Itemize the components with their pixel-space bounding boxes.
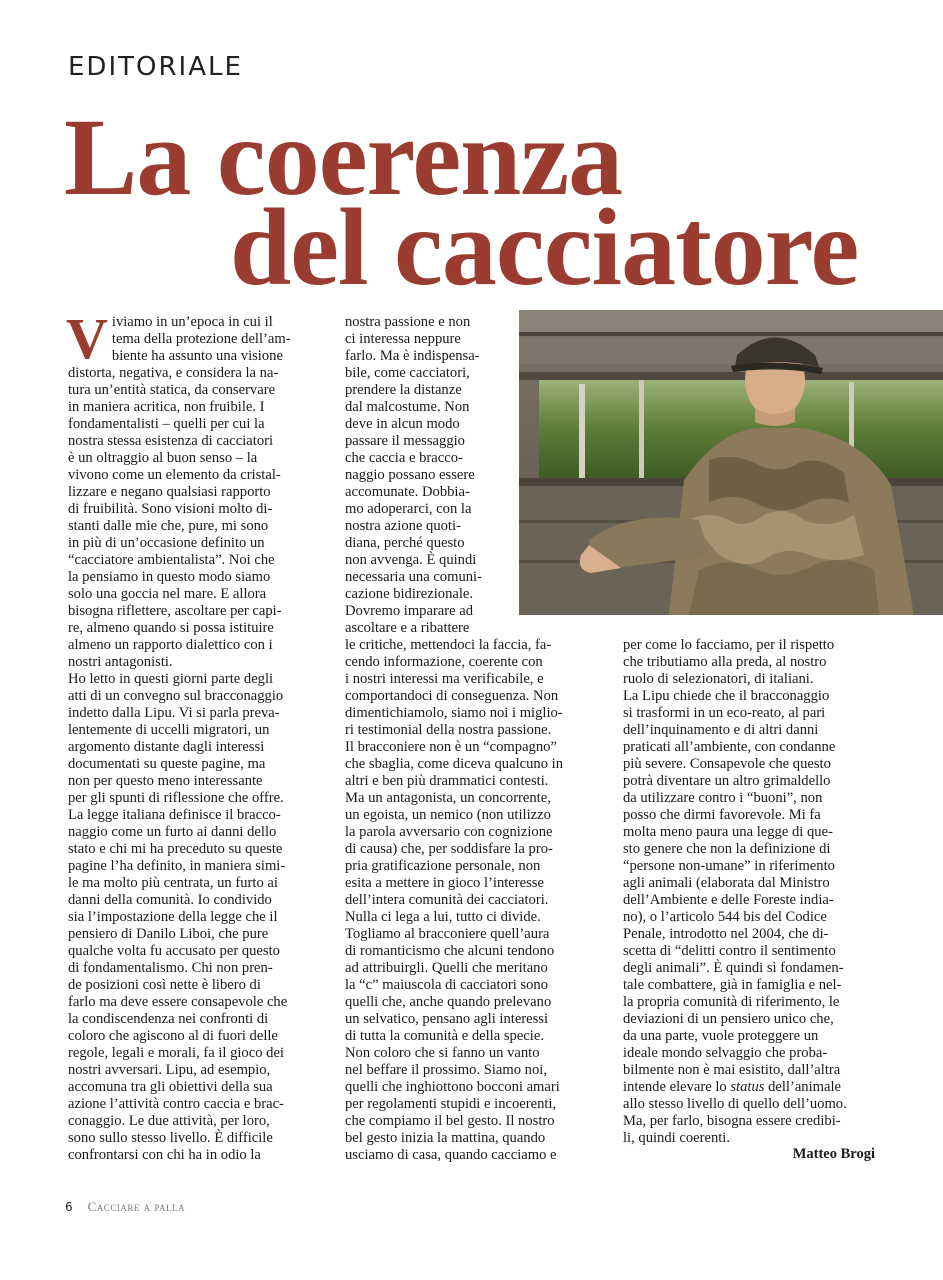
section-label: EDITORIALE	[68, 52, 243, 82]
column-2-text: nostra passione e non ci interessa neppure farlo. Ma è indispensa- bile, come cacciatori, prendere la distanze dal malcostume. Non deve in alcun modo passare il messaggio che caccia e bracco- naggio possano essere accomunate. Dobbia- mo adoperarci, con la nostra azione quoti- diana, perché questo non avvenga. È quindi necessaria una comuni- cazione bidirezionale. Dovremo imparare ad ascoltare e a ribattere le critiche, mettendoci la faccia, fa- cendo informazione, coerente con i nostri interessi ma verificabile, e comportandoci di conseguenza. Non dimentichiamolo, siamo noi i miglio- ri testimonial della nostra passione. Il bracconiere non è un “compagno” che sbaglia, come diceva qualcuno in altri e ben più drammatici contesti. Ma un antagonista, un concorrente, un egoista, un nemico (non utilizzo la parola avversario con cognizione di causa) che, per soddisfare la pro- pria gratificazione personale, non esita a mettere in gioco l’interesse dell’intera comunità dei cacciatori. Nulla ci lega a lui, tutto ci divide. Togliamo al bracconiere quell’aura di romanticismo che alcuni tendono ad attribuirgli. Quelli che meritano la “c” maiuscola di cacciatori sono quelli che, anche quando prelevano un selvatico, pensano agli interessi di tutta la comunità e della specie. Non coloro che si fanno un vanto nel beffare il prossimo. Siamo noi, quelli che inghiottono bocconi amari per regolamenti stupidi e incoerenti, che compiamo il bel gesto. Il nostro bel gesto inizia la mattina, quando usciamo di casa, quando cacciamo e	[345, 314, 564, 1163]
author-signature: Matteo Brogi	[792, 1146, 875, 1162]
article-column-1	[66, 306, 320, 1164]
column-3-text-b: dell’animale allo stesso livello di quello dell’uomo. Ma, per farlo, bisogna essere credibi- li, quindi coerenti.	[623, 1079, 847, 1146]
title-line-2: del cacciatore	[230, 186, 859, 308]
article-column-3	[623, 637, 878, 1147]
article-column-2	[345, 314, 600, 1164]
title-line-1: La coerenza	[64, 96, 623, 218]
page-number: 6	[65, 1200, 73, 1214]
drop-cap: V	[66, 306, 108, 371]
status-italic: status	[730, 1079, 765, 1095]
page-footer	[65, 1199, 185, 1215]
column-3-paragraph	[623, 637, 878, 1147]
column-1-text: iviamo in un’epoca in cui il tema della protezione dell’am- biente ha assunto una visione distorta, negativa, e considera la na- tura un’entità statica, da conservare in maniera acritica, non fruibile. I fondamentalisti – quelli per cui la nostra stessa esistenza di cacciatori è un oltraggio al buon senso – la vivono come un elemento da cristal- lizzare e negano qualsiasi rapporto di fruibilità. Sono visioni molto di- stanti dalle mie che, pure, mi sono in più di un’occasione definito un “cacciatore ambientalista”. Noi che la pensiamo in questo modo siamo solo una goccia nel mare. E allora bisogna riflettere, ascoltare per capi- re, almeno quando si possa istituire almeno un rapporto dialettico con i nostri antagonisti. Ho letto in questi giorni parte degli atti di un convegno sul bracconaggio indetto dalla Lipu. Vi si parla preva- lentemente di uccelli migratori, un argomento distante dagli interessi documentati su queste pagine, ma non per questo meno interessante per gli spunti di riflessione che offre. La legge italiana definisce il bracco- naggio come un furto ai danni dello stato e chi mi ha preceduto su queste pagine l’ha definito, in maniera simi- le ma molto più centrata, un furto ai danni della comunità. Io condivido sia l’impostazione della legge che il pensiero di Danilo Liboi, che pure qualche volta fu accusato per questo di fondamentalismo. Chi non pren- de posizioni così nette è libero di farlo ma deve essere consapevole che la condiscendenza nei confronti di coloro che agiscono al di fuori delle regole, legali e morali, fa il gioco dei nostri avversari. Lipu, ad esempio, accomuna tra gli obiettivi della sua azione l’attività contro caccia e brac- conaggio. Le due attività, per loro, sono sullo stesso livello. È difficile confrontarsi con chi ha in odio la	[68, 314, 291, 1163]
column-3-text-a: per come lo facciamo, per il rispetto che tributiamo alla preda, al nostro ruolo di selezionatori, di italiani. La Lipu chiede che il bracconaggio si trasformi in un eco-reato, al pari dell’inquinamento e di altri danni praticati all’ambiente, con condanne più severe. Consapevole che questo potrà diventare un altro grimaldello da utilizzare contro i “buoni”, non posso che dirmi favorevole. Mi fa molta meno paura una legge di que- sto genere che non la definizione di “persone non-umane” in riferimento agli animali (elaborata dal Ministro dell’Ambiente e delle Foreste india- no), o l’articolo 544 bis del Codice Penale, introdotto nel 2004, che di- scetta di “delitti contro il sentimento degli animali”. È quindi sì fondamen- tale combattere, già in famiglia e nel- la propria comunità di riferimento, le deviazioni di un pensiero unico che, da una parte, vuole proteggere un ideale mondo selvaggio che proba- bilmente non è mai esistito, dall’altra intende elevare lo	[623, 637, 844, 1095]
magazine-name: Cacciare a palla	[87, 1199, 185, 1214]
